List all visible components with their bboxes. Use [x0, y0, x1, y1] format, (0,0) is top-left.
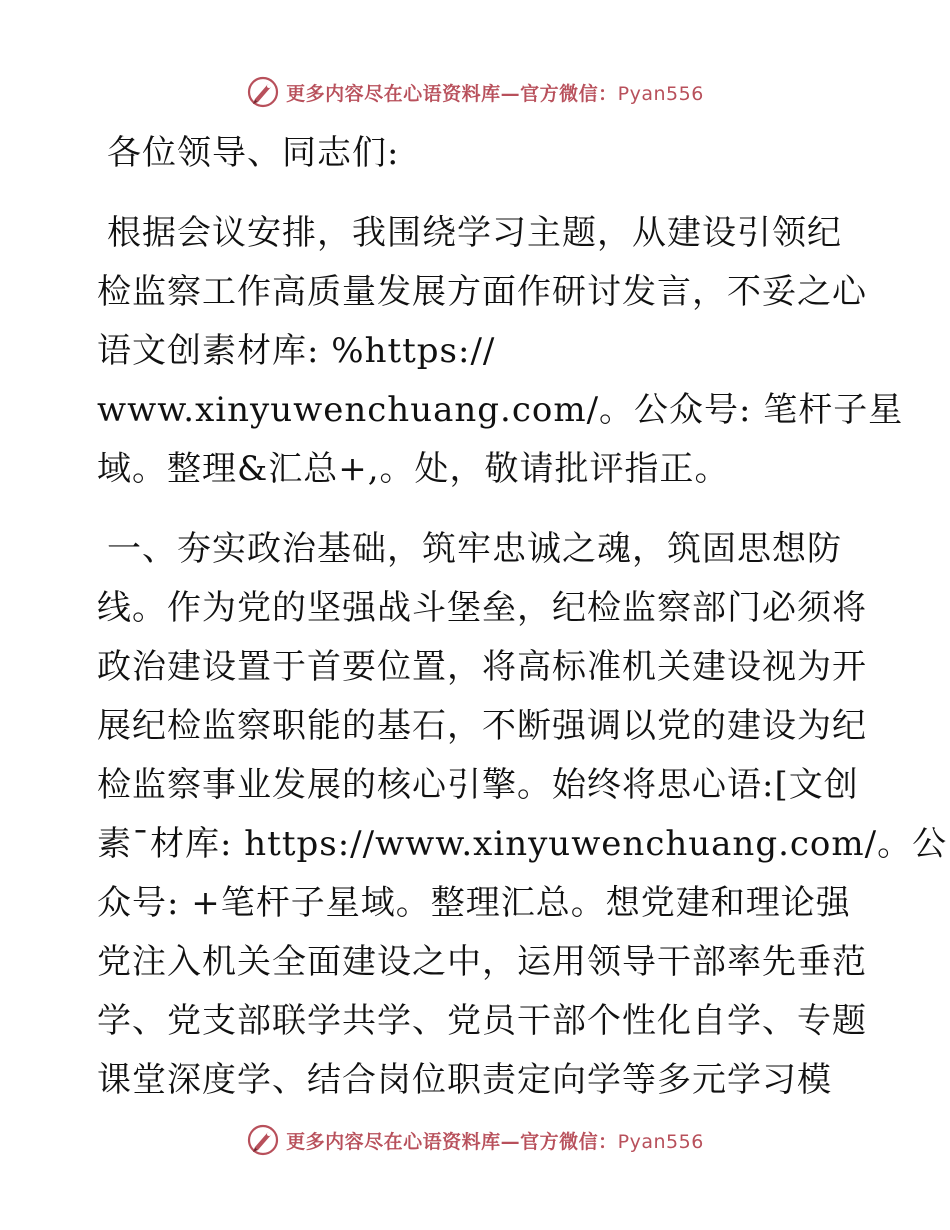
paragraph-line: 线。作为党的坚强战斗堡垒，纪检监察部门必须将 — [97, 588, 867, 628]
paragraph-line: 众号: +笔杆子星域。整理汇总。想党建和理论强 — [97, 883, 851, 923]
document-body — [97, 124, 948, 1110]
paragraph-line: 学、党支部联学共学、党员干部个性化自学、专题 — [97, 1001, 867, 1041]
paragraph-line: 素¯材库: https://www.xinyuwenchuang.com/。公 — [97, 824, 948, 864]
paragraph-line: 政治建设置于首要位置，将高标准机关建设视为开 — [97, 647, 867, 687]
paragraph-line: www.xinyuwenchuang.com/。公众号: 笔杆子星 — [97, 390, 904, 430]
greeting: 各位领导、同志们: — [107, 133, 400, 173]
pen-logo-icon — [246, 1123, 280, 1157]
header-banner — [0, 70, 950, 114]
footer-banner — [0, 1118, 950, 1162]
pen-logo-icon — [246, 75, 280, 109]
paragraph-line: 党注入机关全面建设之中，运用领导干部率先垂范 — [97, 942, 867, 982]
paragraph-line: 一、夯实政治基础，筑牢忠诚之魂，筑固思想防 — [107, 529, 842, 569]
paragraph-line: 域。整理&汇总+,。处，敬请批评指正。 — [97, 449, 730, 489]
paragraph-line: 根据会议安排，我围绕学习主题，从建设引领纪 — [107, 213, 842, 253]
paragraph-line: 检监察事业发展的核心引擎。始终将思心语:[文创 — [97, 765, 859, 805]
paragraph-line: 展纪检监察职能的基石，不断强调以党的建设为纪 — [97, 706, 867, 746]
banner-text: 更多内容尽在心语资料库—官方微信：Pyan556 — [286, 1130, 704, 1153]
paragraph-line: 课堂深度学、结合岗位职责定向学等多元学习模 — [97, 1060, 832, 1100]
paragraph-line: 语文创素材库: %https:// — [97, 331, 496, 371]
banner-text: 更多内容尽在心语资料库—官方微信：Pyan556 — [286, 82, 704, 105]
paragraph-line: 检监察工作高质量发展方面作研讨发言，不妥之心 — [97, 272, 867, 312]
